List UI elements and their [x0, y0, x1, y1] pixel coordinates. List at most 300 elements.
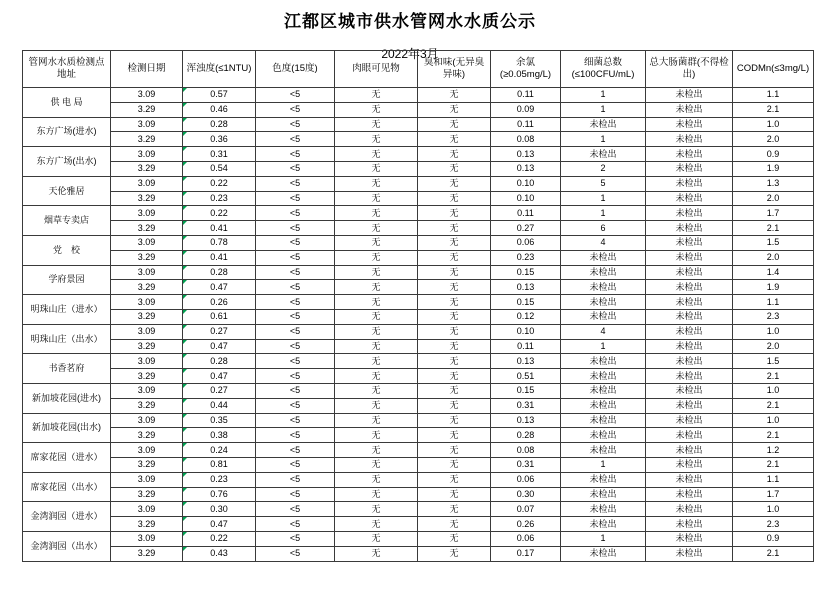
value-cell: 0.31 [183, 147, 256, 162]
value-cell: 0.22 [183, 176, 256, 191]
cell-corner-flag-icon [183, 280, 187, 284]
cell-corner-flag-icon [183, 428, 187, 432]
table-row [23, 191, 814, 206]
value-cell: 无 [418, 413, 491, 428]
value-cell: 1 [561, 102, 646, 117]
value-cell: 未检出 [646, 206, 733, 221]
value-cell: 未检出 [646, 117, 733, 132]
value-cell: 0.15 [491, 295, 561, 310]
date-cell: 3.09 [111, 265, 183, 280]
value-cell: 1.0 [733, 324, 814, 339]
cell-corner-flag-icon [183, 473, 187, 477]
value-cell: 无 [418, 132, 491, 147]
date-cell: 3.29 [111, 221, 183, 236]
value-cell: 无 [418, 517, 491, 532]
value-cell: <5 [256, 206, 335, 221]
cell-corner-flag-icon [183, 251, 187, 255]
value-cell: 0.47 [183, 369, 256, 384]
value-cell: 无 [418, 117, 491, 132]
value-cell: 6 [561, 221, 646, 236]
date-cell: 3.09 [111, 176, 183, 191]
cell-corner-flag-icon [183, 488, 187, 492]
table-row [23, 295, 814, 310]
date-cell: 3.29 [111, 250, 183, 265]
value-cell: 未检出 [646, 250, 733, 265]
value-cell: 1.5 [733, 354, 814, 369]
cell-corner-flag-icon [183, 517, 187, 521]
value-cell: 无 [418, 265, 491, 280]
value-cell: 0.13 [491, 161, 561, 176]
value-cell: <5 [256, 309, 335, 324]
value-cell: 未检出 [646, 161, 733, 176]
location-cell: 党 校 [23, 235, 111, 265]
cell-corner-flag-icon [183, 325, 187, 329]
value-cell: 0.57 [183, 88, 256, 103]
date-cell: 3.29 [111, 457, 183, 472]
value-cell: 无 [335, 413, 418, 428]
value-cell: 0.23 [491, 250, 561, 265]
value-cell: 未检出 [646, 517, 733, 532]
value-cell: 无 [418, 221, 491, 236]
value-cell: 4 [561, 324, 646, 339]
table-row [23, 102, 814, 117]
value-cell: 0.12 [491, 309, 561, 324]
value-cell: 0.30 [183, 502, 256, 517]
date-cell: 3.09 [111, 531, 183, 546]
cell-corner-flag-icon [183, 310, 187, 314]
value-cell: 0.24 [183, 443, 256, 458]
value-cell: 0.81 [183, 457, 256, 472]
value-cell: 0.30 [491, 487, 561, 502]
value-cell: 0.23 [183, 472, 256, 487]
value-cell: 未检出 [561, 413, 646, 428]
value-cell: 1 [561, 457, 646, 472]
value-cell: 未检出 [561, 369, 646, 384]
value-cell: 无 [335, 176, 418, 191]
value-cell: 未检出 [561, 295, 646, 310]
value-cell: <5 [256, 221, 335, 236]
value-cell: 未检出 [646, 428, 733, 443]
value-cell: 无 [335, 383, 418, 398]
table-row [23, 88, 814, 103]
value-cell: 无 [335, 250, 418, 265]
table-row [23, 206, 814, 221]
value-cell: 无 [335, 88, 418, 103]
value-cell: 1 [561, 206, 646, 221]
value-cell: 无 [418, 546, 491, 561]
page-title: 江都区城市供水管网水水质公示 [284, 12, 536, 31]
value-cell: <5 [256, 383, 335, 398]
value-cell: 无 [335, 531, 418, 546]
value-cell: 无 [418, 102, 491, 117]
table-row [23, 339, 814, 354]
value-cell: 2 [561, 161, 646, 176]
value-cell: 1.5 [733, 235, 814, 250]
date-cell: 3.29 [111, 309, 183, 324]
cell-corner-flag-icon [183, 162, 187, 166]
cell-corner-flag-icon [183, 295, 187, 299]
value-cell: 0.11 [491, 339, 561, 354]
value-cell: 1.0 [733, 413, 814, 428]
value-cell: 无 [418, 206, 491, 221]
value-cell: 未检出 [646, 383, 733, 398]
date-cell: 3.09 [111, 413, 183, 428]
value-cell: <5 [256, 161, 335, 176]
value-cell: 无 [418, 88, 491, 103]
location-cell: 书香茗府 [23, 354, 111, 384]
value-cell: 未检出 [646, 443, 733, 458]
table-row [23, 354, 814, 369]
value-cell: 未检出 [561, 472, 646, 487]
value-cell: 1.0 [733, 383, 814, 398]
date-cell: 3.09 [111, 206, 183, 221]
value-cell: 无 [418, 324, 491, 339]
date-cell: 3.09 [111, 502, 183, 517]
value-cell: 未检出 [561, 487, 646, 502]
value-cell: 0.31 [491, 398, 561, 413]
water-quality-table [22, 50, 814, 562]
cell-corner-flag-icon [183, 236, 187, 240]
value-cell: 未检出 [561, 428, 646, 443]
value-cell: 无 [335, 295, 418, 310]
table-row [23, 472, 814, 487]
cell-corner-flag-icon [183, 192, 187, 196]
value-cell: 0.06 [491, 472, 561, 487]
value-cell: 0.13 [491, 413, 561, 428]
table-row [23, 309, 814, 324]
value-cell: 未检出 [646, 102, 733, 117]
table-row [23, 280, 814, 295]
value-cell: 无 [418, 487, 491, 502]
value-cell: 无 [418, 531, 491, 546]
cell-corner-flag-icon [183, 384, 187, 388]
value-cell: 0.27 [183, 383, 256, 398]
value-cell: <5 [256, 235, 335, 250]
value-cell: 未检出 [646, 176, 733, 191]
value-cell: 1.3 [733, 176, 814, 191]
value-cell: 无 [335, 517, 418, 532]
table-row [23, 324, 814, 339]
value-cell: 未检出 [561, 117, 646, 132]
value-cell: 无 [418, 369, 491, 384]
column-header-2: 浑浊度(≤1NTU) [183, 51, 256, 88]
value-cell: 2.0 [733, 191, 814, 206]
date-cell: 3.29 [111, 369, 183, 384]
value-cell: 1.1 [733, 472, 814, 487]
cell-corner-flag-icon [183, 177, 187, 181]
value-cell: 0.76 [183, 487, 256, 502]
value-cell: 0.78 [183, 235, 256, 250]
cell-corner-flag-icon [183, 532, 187, 536]
value-cell: 无 [335, 339, 418, 354]
value-cell: 无 [418, 235, 491, 250]
value-cell: <5 [256, 531, 335, 546]
cell-corner-flag-icon [183, 458, 187, 462]
table-row [23, 428, 814, 443]
value-cell: 2.3 [733, 309, 814, 324]
value-cell: 0.54 [183, 161, 256, 176]
value-cell: 1 [561, 339, 646, 354]
value-cell: 0.10 [491, 176, 561, 191]
value-cell: 无 [418, 309, 491, 324]
value-cell: 0.43 [183, 546, 256, 561]
value-cell: <5 [256, 339, 335, 354]
value-cell: 0.22 [183, 206, 256, 221]
date-cell: 3.09 [111, 117, 183, 132]
value-cell: 未检出 [646, 235, 733, 250]
cell-corner-flag-icon [183, 502, 187, 506]
value-cell: 1.0 [733, 117, 814, 132]
location-cell: 明珠山庄（进水） [23, 295, 111, 325]
value-cell: 0.47 [183, 517, 256, 532]
value-cell: 未检出 [646, 472, 733, 487]
value-cell: 0.27 [183, 324, 256, 339]
value-cell: 无 [335, 502, 418, 517]
value-cell: 未检出 [646, 413, 733, 428]
value-cell: <5 [256, 443, 335, 458]
value-cell: 无 [335, 235, 418, 250]
value-cell: 未检出 [561, 147, 646, 162]
value-cell: 无 [418, 502, 491, 517]
value-cell: <5 [256, 117, 335, 132]
value-cell: 0.36 [183, 132, 256, 147]
value-cell: <5 [256, 369, 335, 384]
value-cell: <5 [256, 295, 335, 310]
date-cell: 3.09 [111, 354, 183, 369]
value-cell: 2.1 [733, 457, 814, 472]
value-cell: 未检出 [646, 280, 733, 295]
value-cell: 0.35 [183, 413, 256, 428]
value-cell: 未检出 [646, 398, 733, 413]
value-cell: 0.26 [491, 517, 561, 532]
cell-corner-flag-icon [183, 414, 187, 418]
cell-corner-flag-icon [183, 547, 187, 551]
page-subtitle: 2022年3月 [381, 47, 439, 61]
column-header-9: CODMn(≤3mg/L) [733, 51, 814, 88]
location-cell: 席家花园（进水） [23, 443, 111, 473]
value-cell: 0.23 [183, 191, 256, 206]
value-cell: 未检出 [561, 517, 646, 532]
value-cell: 无 [335, 265, 418, 280]
value-cell: 无 [335, 117, 418, 132]
value-cell: 未检出 [561, 546, 646, 561]
value-cell: 未检出 [646, 295, 733, 310]
value-cell: 0.10 [491, 191, 561, 206]
table-row [23, 398, 814, 413]
value-cell: 2.1 [733, 221, 814, 236]
value-cell: 未检出 [646, 531, 733, 546]
value-cell: 无 [335, 398, 418, 413]
value-cell: <5 [256, 324, 335, 339]
table-row [23, 487, 814, 502]
value-cell: 0.08 [491, 132, 561, 147]
value-cell: <5 [256, 517, 335, 532]
date-cell: 3.09 [111, 472, 183, 487]
value-cell: <5 [256, 147, 335, 162]
cell-corner-flag-icon [183, 369, 187, 373]
value-cell: 0.08 [491, 443, 561, 458]
value-cell: 无 [418, 339, 491, 354]
value-cell: <5 [256, 546, 335, 561]
value-cell: 1.9 [733, 161, 814, 176]
table-row [23, 517, 814, 532]
value-cell: 无 [335, 428, 418, 443]
value-cell: <5 [256, 502, 335, 517]
cell-corner-flag-icon [183, 206, 187, 210]
value-cell: 1 [561, 88, 646, 103]
value-cell: 无 [418, 428, 491, 443]
value-cell: <5 [256, 354, 335, 369]
value-cell: <5 [256, 398, 335, 413]
value-cell: 1.7 [733, 487, 814, 502]
cell-corner-flag-icon [183, 88, 187, 92]
value-cell: 无 [335, 191, 418, 206]
column-header-1: 检测日期 [111, 51, 183, 88]
value-cell: 0.47 [183, 339, 256, 354]
date-cell: 3.29 [111, 517, 183, 532]
cell-corner-flag-icon [183, 132, 187, 136]
value-cell: 未检出 [646, 339, 733, 354]
value-cell: 0.31 [491, 457, 561, 472]
table-row [23, 132, 814, 147]
value-cell: 无 [335, 546, 418, 561]
value-cell: 0.28 [491, 428, 561, 443]
value-cell: 1.9 [733, 280, 814, 295]
value-cell: <5 [256, 265, 335, 280]
value-cell: 无 [418, 191, 491, 206]
date-cell: 3.09 [111, 443, 183, 458]
value-cell: 0.26 [183, 295, 256, 310]
value-cell: 0.11 [491, 206, 561, 221]
date-cell: 3.29 [111, 398, 183, 413]
value-cell: <5 [256, 132, 335, 147]
value-cell: 0.13 [491, 354, 561, 369]
value-cell: 无 [335, 457, 418, 472]
value-cell: 1 [561, 531, 646, 546]
date-cell: 3.29 [111, 102, 183, 117]
date-cell: 3.09 [111, 295, 183, 310]
value-cell: <5 [256, 250, 335, 265]
value-cell: <5 [256, 88, 335, 103]
date-cell: 3.29 [111, 339, 183, 354]
value-cell: 2.3 [733, 517, 814, 532]
value-cell: 无 [335, 309, 418, 324]
column-header-8: 总大肠菌群(不得检出) [646, 51, 733, 88]
table-row [23, 531, 814, 546]
value-cell: 未检出 [561, 443, 646, 458]
value-cell: 无 [418, 398, 491, 413]
location-cell: 明珠山庄（出水） [23, 324, 111, 354]
date-cell: 3.29 [111, 428, 183, 443]
value-cell: 2.1 [733, 369, 814, 384]
column-header-7: 细菌总数(≤100CFU/mL) [561, 51, 646, 88]
cell-corner-flag-icon [183, 266, 187, 270]
value-cell: 无 [335, 132, 418, 147]
value-cell: <5 [256, 472, 335, 487]
column-header-0: 管网水水质检测点地址 [23, 51, 111, 88]
value-cell: <5 [256, 102, 335, 117]
column-header-3: 色度(15度) [256, 51, 335, 88]
value-cell: 未检出 [646, 502, 733, 517]
value-cell: 2.0 [733, 132, 814, 147]
value-cell: 无 [335, 487, 418, 502]
value-cell: 0.28 [183, 354, 256, 369]
date-cell: 3.29 [111, 546, 183, 561]
value-cell: 0.09 [491, 102, 561, 117]
table-row [23, 457, 814, 472]
column-header-4: 肉眼可见物 [335, 51, 418, 88]
date-cell: 3.09 [111, 324, 183, 339]
value-cell: 0.11 [491, 117, 561, 132]
value-cell: 无 [418, 280, 491, 295]
value-cell: 1.1 [733, 295, 814, 310]
value-cell: 2.1 [733, 398, 814, 413]
value-cell: 无 [418, 457, 491, 472]
table-row [23, 502, 814, 517]
value-cell: <5 [256, 428, 335, 443]
date-cell: 3.09 [111, 147, 183, 162]
value-cell: 0.61 [183, 309, 256, 324]
value-cell: 0.07 [491, 502, 561, 517]
cell-corner-flag-icon [183, 221, 187, 225]
table-row [23, 235, 814, 250]
table-row [23, 383, 814, 398]
table-row [23, 546, 814, 561]
location-cell: 席家花园（出水） [23, 472, 111, 502]
table-row [23, 413, 814, 428]
value-cell: 未检出 [561, 383, 646, 398]
date-cell: 3.09 [111, 235, 183, 250]
column-header-6: 余氯(≥0.05mg/L) [491, 51, 561, 88]
cell-corner-flag-icon [183, 118, 187, 122]
value-cell: 0.28 [183, 117, 256, 132]
location-cell: 东方广场(出水) [23, 147, 111, 177]
value-cell: 0.10 [491, 324, 561, 339]
value-cell: 2.1 [733, 102, 814, 117]
value-cell: 未检出 [646, 88, 733, 103]
cell-corner-flag-icon [183, 103, 187, 107]
value-cell: 1.4 [733, 265, 814, 280]
table-row [23, 117, 814, 132]
value-cell: 无 [418, 250, 491, 265]
value-cell: 0.15 [491, 265, 561, 280]
value-cell: <5 [256, 176, 335, 191]
table-row [23, 221, 814, 236]
location-cell: 金湾润园（进水） [23, 502, 111, 532]
value-cell: 0.46 [183, 102, 256, 117]
value-cell: 0.9 [733, 147, 814, 162]
value-cell: 未检出 [646, 147, 733, 162]
value-cell: 2.1 [733, 546, 814, 561]
value-cell: 无 [335, 472, 418, 487]
value-cell: 未检出 [646, 487, 733, 502]
table-row [23, 443, 814, 458]
value-cell: 无 [418, 443, 491, 458]
value-cell: 无 [335, 221, 418, 236]
value-cell: 未检出 [646, 132, 733, 147]
date-cell: 3.29 [111, 161, 183, 176]
value-cell: 0.13 [491, 280, 561, 295]
value-cell: 未检出 [561, 265, 646, 280]
table-row [23, 176, 814, 191]
date-cell: 3.09 [111, 383, 183, 398]
value-cell: 0.41 [183, 221, 256, 236]
value-cell: 0.15 [491, 383, 561, 398]
value-cell: 1 [561, 191, 646, 206]
table-row [23, 161, 814, 176]
cell-corner-flag-icon [183, 147, 187, 151]
value-cell: 未检出 [646, 221, 733, 236]
